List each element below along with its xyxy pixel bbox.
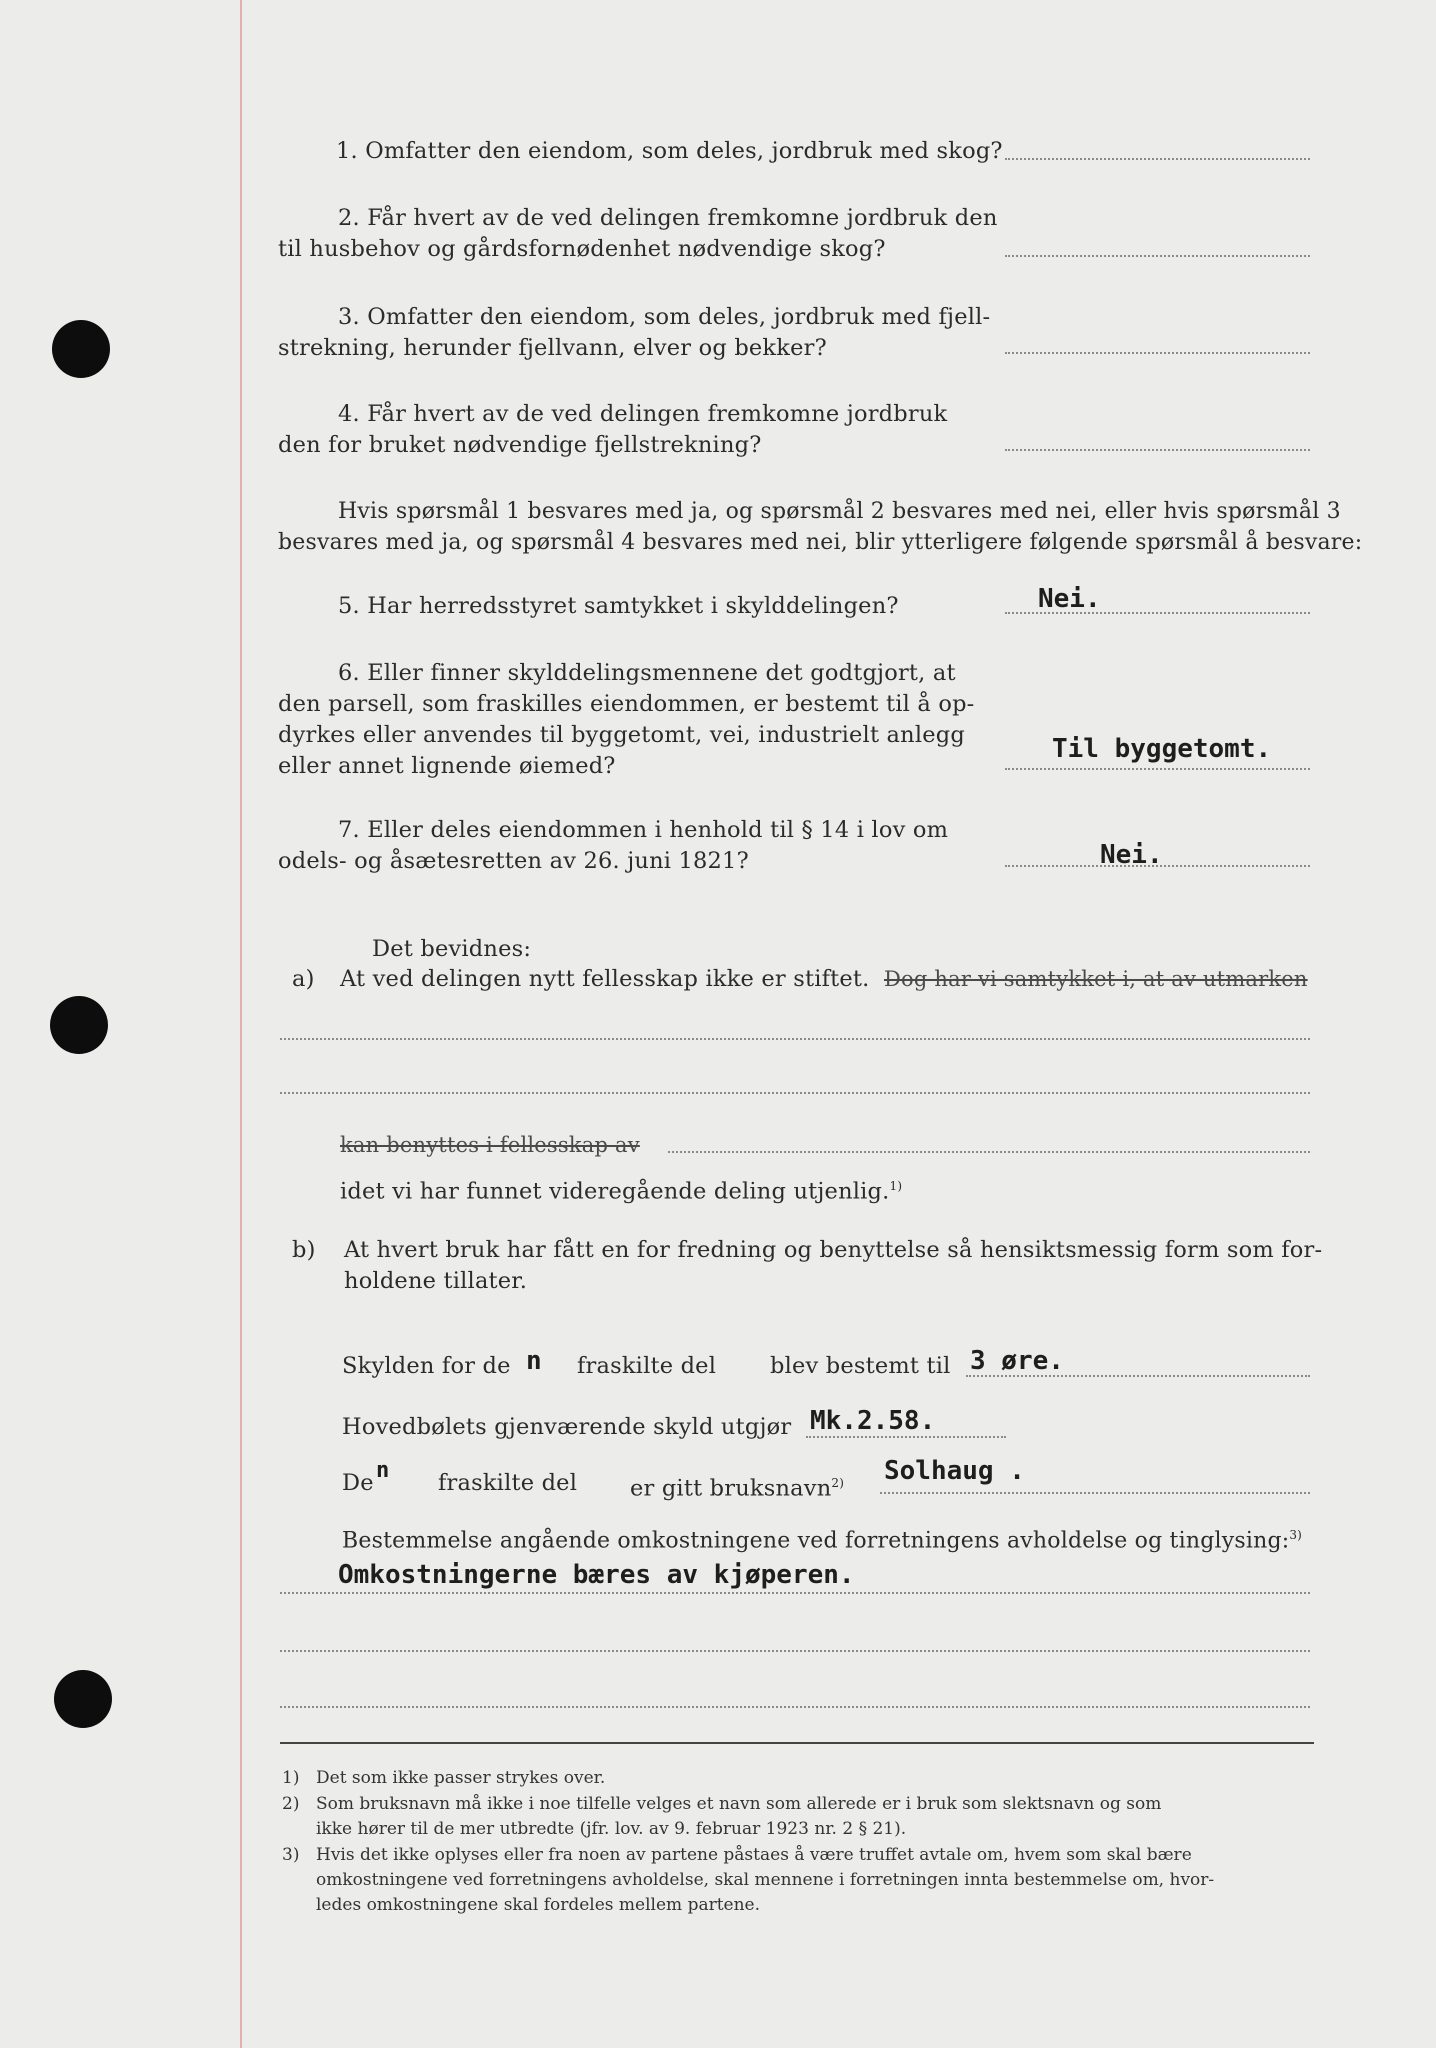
question-4-line-2: den for bruket nødvendige fjellstrekning?	[278, 432, 762, 458]
answer-7: Nei.	[1100, 840, 1163, 870]
question-1: 1. Omfatter den eiendom, som deles, jordbruk med skog?	[336, 138, 1003, 164]
omkostninger-label	[342, 1520, 1302, 1556]
answer-line-2	[1005, 255, 1310, 257]
hovedbol-value: Mk.2.58.	[810, 1406, 936, 1436]
skyld-bestemt-til: blev bestemt til	[770, 1353, 951, 1379]
punch-hole	[54, 1670, 112, 1728]
punch-hole	[50, 996, 108, 1054]
bevidnes-b-line-2: holdene tillater.	[344, 1268, 528, 1294]
question-6-line-1: 6. Eller finner skylddelingsmennene det godtgjort, at	[338, 660, 956, 686]
skyld-amount: 3 øre.	[970, 1346, 1064, 1376]
question-6-line-4: eller annet lignende øiemed?	[278, 753, 616, 779]
bevidnes-heading: Det bevidnes:	[372, 936, 532, 962]
footnote-3-line-1: Hvis det ikke oplyses eller fra noen av partene påstaes å være truffet avtale om, hvem som skal bære	[316, 1845, 1192, 1865]
footnote-2-line-1: Som bruksnavn må ikke i noe tilfelle velges et navn som allerede er i bruk som slektsnavn og som	[316, 1794, 1162, 1814]
conditional-intro-line-1: Hvis spørsmål 1 besvares med ja, og spørsmål 2 besvares med nei, eller hvis spørsmål 3	[338, 499, 1341, 524]
blank-line	[280, 1038, 1310, 1040]
bruksnavn-value: Solhaug .	[884, 1456, 1025, 1486]
bevidnes-b-line-1: At hvert bruk har fått en for fredning og benyttelse så hensiktsmessig form som for-	[344, 1237, 1323, 1263]
answer-5: Nei.	[1038, 584, 1101, 614]
blank-line	[280, 1592, 1310, 1594]
bevidnes-a-text: At ved delingen nytt fellesskap ikke er stiftet.	[340, 966, 870, 992]
skyld-fraskilte-del: fraskilte del	[577, 1353, 717, 1379]
question-6-line-2: den parsell, som fraskilles eiendommen, er bestemt til å op-	[278, 691, 975, 717]
bruksnavn-value-line	[880, 1492, 1310, 1494]
conditional-intro-line-2: besvares med ja, og spørsmål 4 besvares med nei, blir ytterligere følgende spørsmål å besvare:	[278, 530, 1363, 555]
footnote-ref-1: 1)	[889, 1179, 903, 1193]
footnote-3-line-3: ledes omkostningene skal fordeles mellem partene.	[316, 1895, 761, 1915]
blank-line	[280, 1092, 1310, 1094]
question-7-line-2: odels- og åsætesretten av 26. juni 1821?	[278, 848, 749, 874]
footnote-1: Det som ikke passer strykes over.	[316, 1768, 606, 1788]
answer-line-5	[1005, 612, 1310, 614]
bevidnes-a-continuation-text: idet vi har funnet videregående deling utjenlig.	[340, 1178, 890, 1205]
footnote-3-line-2: omkostningene ved forretningens avholdelse, skal mennene i forretningen innta bestemmelse om, hvor-	[316, 1870, 1215, 1890]
question-2-line-2: til husbehov og gårdsfornødenhet nødvendige skog?	[278, 236, 886, 262]
bruksnavn-label-text: er gitt bruksnavn	[630, 1475, 832, 1502]
bruksnavn-fill-n: n	[376, 1458, 390, 1483]
blank-line	[668, 1151, 1310, 1153]
answer-line-4	[1005, 449, 1310, 451]
omkostninger-value: Omkostningerne bæres av kjøperen.	[338, 1560, 855, 1590]
omkostninger-label-text: Bestemmelse angående omkostningene ved forretningens avholdelse og tinglysing:	[342, 1528, 1290, 1554]
hovedbol-label: Hovedbølets gjenværende skyld utgjør	[342, 1414, 792, 1440]
bevidnes-b-label: b)	[292, 1237, 316, 1263]
blank-line	[280, 1706, 1310, 1708]
bruksnavn-label	[630, 1468, 844, 1505]
bruksnavn-fraskilte-del: fraskilte del	[438, 1470, 578, 1496]
answer-6: Til byggetomt.	[1052, 734, 1272, 764]
bevidnes-a-label: a)	[292, 966, 315, 992]
footnote-ref-3: 3)	[1289, 1528, 1303, 1542]
footnote-2-mark: 2)	[282, 1794, 300, 1814]
skyld-fill-n: n	[526, 1346, 542, 1376]
blank-line	[280, 1650, 1310, 1652]
question-2-line-1: 2. Får hvert av de ved delingen fremkomne jordbruk den	[338, 205, 998, 231]
answer-line-1	[1005, 158, 1310, 160]
bevidnes-a-struck-text-2: kan benyttes i fellesskap av	[340, 1133, 640, 1157]
answer-line-6	[1005, 768, 1310, 770]
margin-rule	[240, 0, 242, 2048]
footnote-2-line-2: ikke hører til de mer utbredte (jfr. lov. av 9. februar 1923 nr. 2 § 21).	[316, 1819, 907, 1839]
question-4-line-1: 4. Får hvert av de ved delingen fremkomne jordbruk	[338, 401, 948, 427]
bevidnes-a-continuation	[340, 1171, 902, 1208]
question-5: 5. Har herredsstyret samtykket i skylddelingen?	[338, 593, 899, 619]
question-3-line-1: 3. Omfatter den eiendom, som deles, jordbruk med fjell-	[338, 304, 991, 330]
footnote-ref-2: 2)	[831, 1476, 845, 1490]
punch-hole	[52, 320, 110, 378]
question-3-line-2: strekning, herunder fjellvann, elver og bekker?	[278, 335, 827, 361]
footnote-3-mark: 3)	[282, 1845, 300, 1865]
answer-line-3	[1005, 352, 1310, 354]
question-6-line-3: dyrkes eller anvendes til byggetomt, vei, industrielt anlegg	[278, 722, 965, 748]
hovedbol-value-line	[806, 1436, 1006, 1438]
skyld-label: Skylden for de	[342, 1353, 511, 1379]
question-7-line-1: 7. Eller deles eiendommen i henhold til § 14 i lov om	[338, 817, 949, 843]
skyld-amount-line	[966, 1375, 1310, 1377]
bruksnavn-de: De	[342, 1470, 374, 1496]
answer-line-7	[1005, 865, 1310, 867]
footnote-separator	[280, 1742, 1314, 1744]
bevidnes-a-struck-text: Dog har vi samtykket i, at av utmarken	[884, 967, 1308, 991]
footnote-1-mark: 1)	[282, 1768, 300, 1788]
